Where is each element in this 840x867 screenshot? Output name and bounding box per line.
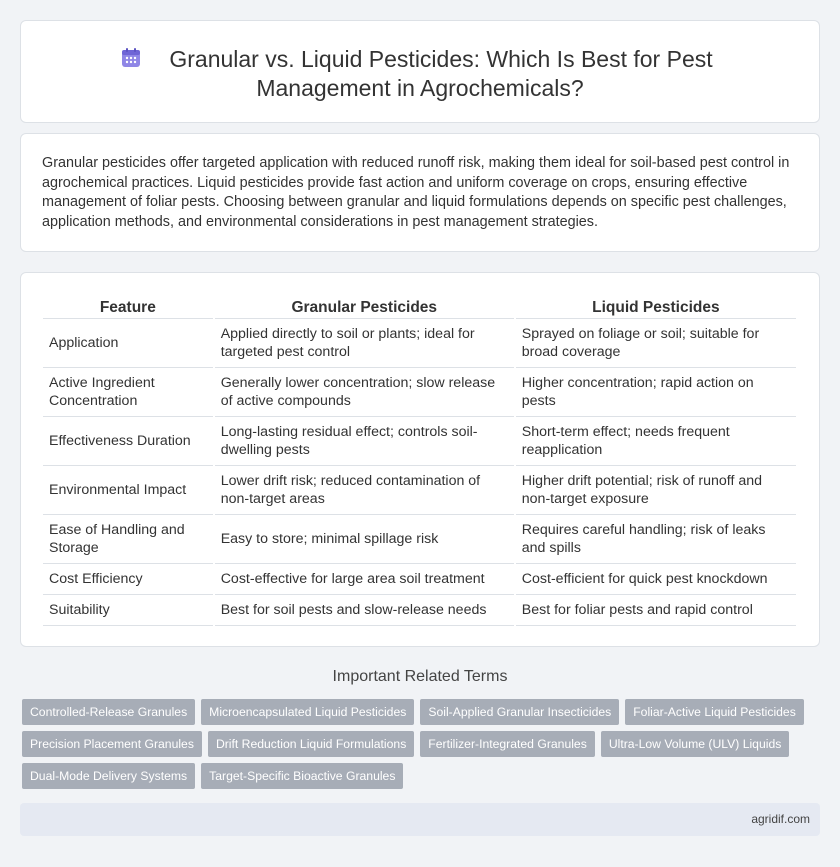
related-term-tag[interactable]: Target-Specific Bioactive Granules xyxy=(201,763,403,789)
footer-site-link[interactable]: agridif.com xyxy=(751,812,810,826)
table-row xyxy=(43,515,796,564)
liquid-cell: Higher concentration; rapid action on pests xyxy=(516,368,796,417)
granular-cell: Generally lower concentration; slow release of active compounds xyxy=(215,368,514,417)
table-row xyxy=(43,368,796,417)
liquid-cell: Requires careful handling; risk of leaks and spills xyxy=(516,515,796,564)
table-row xyxy=(43,595,796,626)
intro-paragraph: Granular pesticides offer targeted application with reduced runoff risk, making them ideal for soil-based pest control in agrochemical practices. Liquid pesticides provide fast action and uniform coverage on crops, ensuring effective management of foliar pests. Choosing between granular and liquid formulations depends on specific pest challenges, application methods, and environmental considerations in pest management strategies. xyxy=(42,155,790,230)
page-title-line-2: Management in Agrochemicals? xyxy=(256,75,584,101)
granular-cell: Easy to store; minimal spillage risk xyxy=(215,515,514,564)
feature-cell: Application xyxy=(43,319,213,368)
table-row xyxy=(43,319,796,368)
table-header-row xyxy=(43,295,796,319)
related-term-tag[interactable]: Controlled-Release Granules xyxy=(22,699,195,725)
intro-card xyxy=(20,133,820,252)
liquid-cell: Sprayed on foliage or soil; suitable for broad coverage xyxy=(516,319,796,368)
related-term-tag[interactable]: Drift Reduction Liquid Formulations xyxy=(208,731,414,757)
granular-cell: Cost-effective for large area soil treatment xyxy=(215,564,514,595)
related-term-tag[interactable]: Dual-Mode Delivery Systems xyxy=(22,763,195,789)
title-card xyxy=(20,20,820,123)
header-granular: Granular Pesticides xyxy=(215,295,514,319)
related-term-tag[interactable]: Fertilizer-Integrated Granules xyxy=(420,731,595,757)
related-term-tag[interactable]: Soil-Applied Granular Insecticides xyxy=(420,699,619,725)
related-term-tag[interactable]: Ultra-Low Volume (ULV) Liquids xyxy=(601,731,790,757)
table-row xyxy=(43,417,796,466)
liquid-cell: Higher drift potential; risk of runoff and non-target exposure xyxy=(516,466,796,515)
related-term-tag[interactable]: Microencapsulated Liquid Pesticides xyxy=(201,699,414,725)
page-title xyxy=(21,45,819,103)
related-terms-heading: Important Related Terms xyxy=(332,668,508,685)
liquid-cell: Cost-efficient for quick pest knockdown xyxy=(516,564,796,595)
granular-cell: Long-lasting residual effect; controls soil-dwelling pests xyxy=(215,417,514,466)
header-feature: Feature xyxy=(43,295,213,319)
related-terms-list xyxy=(22,699,812,795)
comparison-table xyxy=(41,295,798,626)
related-term-tag[interactable]: Precision Placement Granules xyxy=(22,731,202,757)
liquid-cell: Short-term effect; needs frequent reapplication xyxy=(516,417,796,466)
feature-cell: Effectiveness Duration xyxy=(43,417,213,466)
liquid-cell: Best for foliar pests and rapid control xyxy=(516,595,796,626)
granular-cell: Best for soil pests and slow-release needs xyxy=(215,595,514,626)
comparison-card xyxy=(20,272,820,647)
feature-cell: Active Ingredient Concentration xyxy=(43,368,213,417)
table-row xyxy=(43,564,796,595)
footer xyxy=(20,803,820,836)
feature-cell: Ease of Handling and Storage xyxy=(43,515,213,564)
feature-cell: Environmental Impact xyxy=(43,466,213,515)
related-term-tag[interactable]: Foliar-Active Liquid Pesticides xyxy=(625,699,804,725)
granular-cell: Applied directly to soil or plants; ideal for targeted pest control xyxy=(215,319,514,368)
feature-cell: Suitability xyxy=(43,595,213,626)
page-title-line-1: Granular vs. Liquid Pesticides: Which Is Best for Pest xyxy=(169,46,713,72)
granular-cell: Lower drift risk; reduced contamination of non-target areas xyxy=(215,466,514,515)
table-row xyxy=(43,466,796,515)
header-liquid: Liquid Pesticides xyxy=(516,295,796,319)
feature-cell: Cost Efficiency xyxy=(43,564,213,595)
